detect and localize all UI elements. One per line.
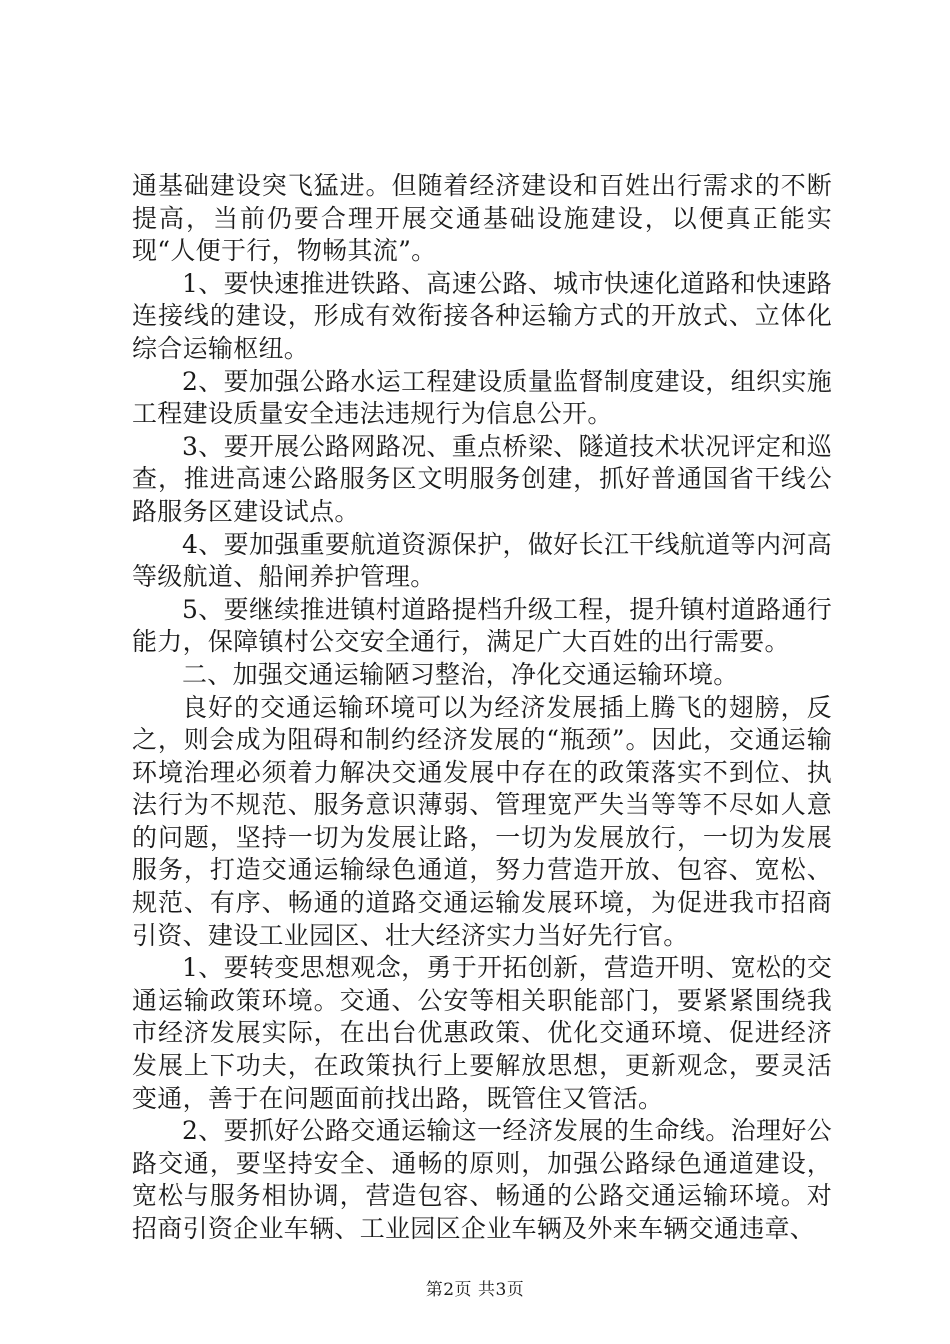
paragraph-item-3: 3、要开展公路网路况、重点桥梁、隧道技术状况评定和巡查，推进高速公路服务区文明服务创建，抓好普通国省干线公路服务区建设试点。 bbox=[132, 431, 832, 526]
section-heading-2: 二、加强交通运输陋习整治，净化交通运输环境。 bbox=[182, 659, 739, 689]
paragraph-item-4: 4、要加强重要航道资源保护，做好长江干线航道等内河高等级航道、船闸养护管理。 bbox=[132, 529, 832, 592]
paragraph-continuation: 通基础建设突飞猛进。但随着经济建设和百姓出行需求的不断提高，当前仍要合理开展交通基础设施建设，以便真正能实现“人便于行，物畅其流”。 bbox=[132, 171, 832, 266]
paragraph-section-item-1: 1、要转变思想观念，勇于开拓创新，营造开明、宽松的交通运输政策环境。交通、公安等相关职能部门，要紧紧围绕我市经济发展实际，在出台优惠政策、优化交通环境、促进经济发展上下功夫，在政策执行上要解放思想，更新观念，要灵活变通，善于在问题面前找出路，既管住又管活。 bbox=[132, 953, 832, 1113]
paragraph-item-5: 5、要继续推进镇村道路提档升级工程，提升镇村道路通行能力，保障镇村公交安全通行，满足广大百姓的出行需要。 bbox=[132, 594, 832, 657]
paragraph-item-2: 2、要加强公路水运工程建设质量监督制度建设，组织实施工程建设质量安全违法违规行为信息公开。 bbox=[132, 366, 832, 429]
page-number-footer: 第2页 共3页 bbox=[425, 1280, 525, 1300]
paragraph-section-intro: 良好的交通运输环境可以为经济发展插上腾飞的翅膀，反之，则会成为阻碍和制约经济发展的“瓶颈”。因此，交通运输环境治理必须着力解决交通发展中存在的政策落实不到位、执法行为不规范、服务意识薄弱、管理宽严失当等等不尽如人意的问题，坚持一切为发展让路，一切为发展放行，一切为发展服务，打造交通运输绿色通道，努力营造开放、包容、宽松、规范、有序、畅通的道路交通运输发展环境，为促进我市招商引资、建设工业园区、壮大经济实力当好先行官。 bbox=[132, 692, 832, 950]
paragraph-section-item-2: 2、要抓好公路交通运输这一经济发展的生命线。治理好公路交通，要坚持安全、通畅的原则，加强公路绿色通道建设，宽松与服务相协调，营造包容、畅通的公路交通运输环境。对招商引资企业车辆、工业园区企业车辆及外来车辆交通违章、 bbox=[132, 1116, 832, 1243]
document-body bbox=[132, 170, 832, 1246]
paragraph-item-1: 1、要快速推进铁路、高速公路、城市快速化道路和快速路连接线的建设，形成有效衔接各种运输方式的开放式、立体化综合运输枢纽。 bbox=[132, 268, 832, 363]
